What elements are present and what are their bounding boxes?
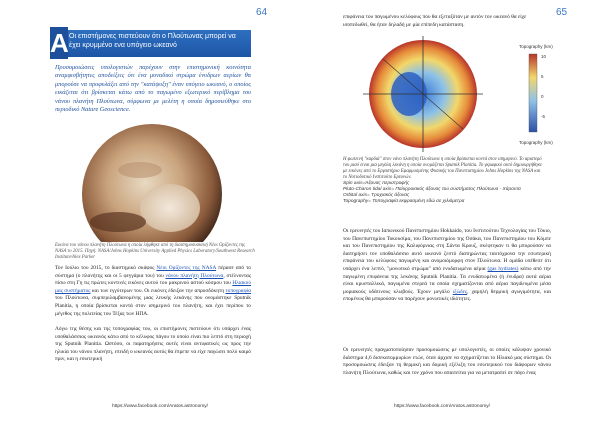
link-viscosity[interactable]: ιξώδες xyxy=(452,288,468,295)
topography-figure xyxy=(343,34,568,154)
footer-url[interactable]: https://www.facebook.com/Aratos.astronomy/ xyxy=(112,404,208,409)
page-number: 64 xyxy=(256,7,268,18)
link-new-horizons[interactable]: Νέοι Ορίζοντες της NASA xyxy=(156,265,217,271)
body-paragraph-2: Λόγω της θέσης και της τοπογραφίας του, οι επιστήμονες πιστεύουν ότι υπάρχει ένας υποθαλάσσιος ωκεανός κάτω από το κέλυφος πάγου το οποίο είναι πιο λεπτό στη περιοχή της Sputnik Planitia. Ωστόσο, οι παρατηρήσεις αυτές είναι αντιφατικές ως προς την ηλικία του νάνου πλανήτη, επειδή ο ωκεανός αυτός θα έπρεπε να είχε παγώσει πολύ καιρό πριν, και η εσωτερική xyxy=(55,326,251,363)
link-dwarf-planet[interactable]: νάνου πλανήτη Πλούτωνα xyxy=(165,272,224,279)
image-caption: Εικόνα του νάνου πλανήτη Πλούτωνα η οποία λήφθηκε από τη διαστημοσυσκευή Νέοι Ορίζοντες της NASA το 2015. Πηγή: NASA/Johns Hopkins University Applied Physics Laboratory/Southwest Research Institute/Alex Parker xyxy=(55,243,255,260)
tick-label: -5 xyxy=(541,114,546,119)
tick-label: 0 xyxy=(541,94,544,99)
continued-text: επιφάνεια του παγωμένου κελύφους που θα εξεταζόταν με αυτόν τον ωκεανό θα είχε ισοπεδωθεί, θα ήταν δηλαδή με μία επίπεδη κατάσταση. xyxy=(343,14,527,28)
body-paragraph-4: Οι ερευνητές πραγματοποίησαν προσομοιώσεις με υπολογιστές, οι οποίες κάλυψαν χρονικό διάστημα 4,6 δισεκατομμυρίων ετών, όταν άρχισε να σχηματίζεται το Ηλιακό μας σύστημα. Οι προσομοιώσεις έδειξαν τη θερμική και δομική εξέλιξη του εσωτερικού του διάφορων νάνου πλανήτη Πλούτωνα, καθώς και τον χρόνο που απαιτείται για να μετατραπεί σε πάγο ένας xyxy=(343,347,551,376)
page-number: 65 xyxy=(556,7,568,18)
pluto-image xyxy=(60,122,244,242)
footer-url[interactable]: https://www.facebook.com/Aratos.astronomy/ xyxy=(394,404,490,409)
caption-greek: Η φωτεινή "καρδιά" στον νάνο πλανήτη Πλούτωνα η οποία βρίσκεται κοντά στον ισημερινό. Το αριστερό του μισό είναι μια μεγάλη λεκάνη η οποία ονομάζεται Sputnik Planitia. Το γκραφικό αυτό δημιουργήθηκε με εικόνες από το Εργαστήριο Εφαρμοσμένης Φυσικής του Πανεπιστημίου Johns Hopkins της NASA και το Νοτιοδυτικό Ινστιτούτο Ερευνών. xyxy=(343,157,542,180)
link-topography[interactable]: τοπογραφία xyxy=(225,287,252,294)
article-intro: Προσομοιώσεις υπολογιστών παρέχουν στην επιστημονική κοινότητα αναμφισβήτητες αποδείξεις ότι ένα μοναδικό στρώμα ένυδρων αερίων θα μπορούσε να προφυλάξει από την "κατάψυξη" έναν υπόγειο ωκεανό, ο οποίος εικάζεται ότι βρίσκεται κάτω από το παγωμένο εξωτερικό περίβλημα του νάνου πλανήτη Πλούτωνα, σύμφωνα με μελέτη η οποία δημοσιεύθηκε στο περιοδικό Nature Geoscience. xyxy=(55,64,251,114)
legend-title: Topography (km) xyxy=(519,44,553,49)
caption-line: Pluto-Charon tidal axis= Παλιρροιακός άξονας του συστήματος Πλούτωνα - Χάροντα xyxy=(343,187,521,192)
pluto-illustration xyxy=(60,122,244,242)
body-paragraph-3 xyxy=(343,228,551,304)
dropcap: Α xyxy=(50,28,69,58)
caption-line: Orbital axis= Τροχιακός άξονας xyxy=(343,193,410,198)
legend-bottom: Topography (km) xyxy=(519,140,553,145)
text-run: , στέλνοντας πίσω στη Γη τις πρώτες κοντινές εικόνες αυτού του μακρινού αστού κόσμου του xyxy=(55,272,251,287)
text-run: του Πλούτωνα, συμπεριλαμβανομένης μιας λευκής λεκάνης που ονομάστηκε Sputnik Planitia, η οποία βρίσκεται κοντά στον ισημερινό του πλανήτη, και έχει περίπου το μέγεθος της πολιτείας του Τέξας των ΗΠΑ. xyxy=(55,295,251,317)
article-title: Οι επιστήμονες πιστεύουν ότι ο Πλούτωνας μπορεί να έχει κρυμμένο ενα υπόγειο ωκεανό xyxy=(55,30,251,57)
text-run: κάτω από την παγωμένη επιφάνεια της λεκάνης Sputnik Planitia. Τα ενυδατωμένα (ή ένυδρα) αυτά αέρια είναι κρυσταλλικά, παγωμένα στερεά τα οποία σχηματίζονται από αέρια παγιδευμένα μέσα μοριακούς υδάτινους κλωβούς. Έχουν μεγάλο xyxy=(343,265,551,295)
text-run: Οι ερευνητές του Ιαπωνικού Πανεπιστημίου Hokkaido, του Ινστιτούτου Τεχνολογίας του Τόκιο, του Πανεπιστημίου Τοκουσίμα, του Πανεπιστημίου της Οσάκα, του Πανεπιστημίου του Κόμπε και του Πανεπιστημίου της Καλιφόρνιας στη Σάντα Κρουζ, σκέφτηκαν τι θα μπορούσαν να διατηρήσει τον υποθαλάσσιο αυτό ωκεανό ζεστό διατηρώντας ταυτόχρονα την εσωτερική επιφάνεια του κελύφους παγωμένη και ανομοιόμορφη στον Πλούτωνα. Η ομάδα υπέθεσε ότι υπάρχει ένα λεπτό, "μονωτικό στρώμα" από ενυδατωμένα αέρια xyxy=(343,228,551,272)
topography-map xyxy=(343,34,568,154)
tick-label: 5 xyxy=(541,74,544,79)
text-run: , χαμηλή θερμική αγωγιμότητα, και επομένως θα μπορούσαν να παρέχουν μονωτικές ιδιότητες. xyxy=(343,288,551,303)
link-solar-system[interactable]: Ηλιακού μας συστήματος xyxy=(55,280,251,294)
link-gas-hydrates[interactable]: (gas hydrates) xyxy=(487,265,519,272)
body-paragraph-1 xyxy=(55,265,251,318)
caption-line: Spin axis=Άξονας περιστροφής xyxy=(343,181,410,186)
tick-label: 10 xyxy=(541,54,547,59)
figure-caption xyxy=(343,157,543,205)
caption-line: Topography= Τοπογραφία εκφρασμένη εδώ σε χιλιόμετρα xyxy=(343,199,465,204)
text-run: πέρασε από το σύστημα (ο πλανήτης και οι 5 φεγγάρια του) του xyxy=(55,265,251,279)
text-run: Τον Ιούλιο του 2015, το διαστημικό σκάφος xyxy=(55,265,157,271)
color-bar xyxy=(529,54,537,132)
text-run: και των εγγύτερων του. Οι εικόνες έδειξαν την απροσδόκητη xyxy=(90,287,226,294)
right-page xyxy=(300,0,600,424)
